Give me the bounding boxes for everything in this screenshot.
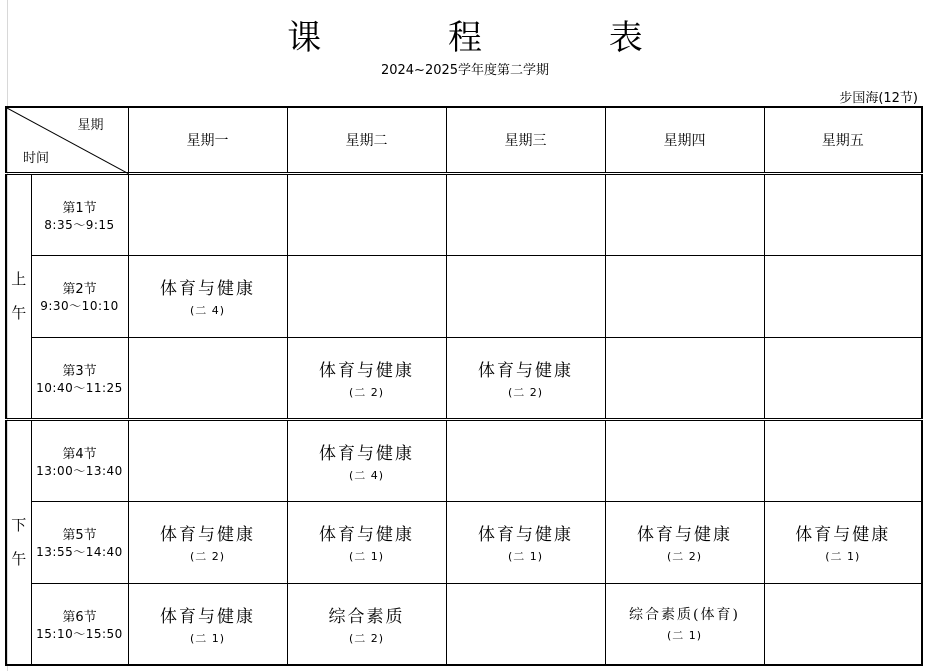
schedule-cell-wed — [446, 255, 605, 337]
period-name: 第2节 — [62, 282, 97, 297]
day-header-wed: 星期三 — [446, 107, 605, 173]
period-cell — [31, 173, 128, 255]
course-name: 体育与健康 — [319, 525, 414, 545]
schedule-cell-fri — [764, 255, 922, 337]
period-row — [6, 337, 922, 419]
period-row — [6, 501, 922, 583]
schedule-cell-tue — [287, 255, 446, 337]
corner-cell — [6, 107, 128, 173]
schedule-cell-wed — [446, 173, 605, 255]
course-class: (二 2) — [666, 550, 703, 563]
schedule-cell-thu — [605, 583, 764, 665]
day-header-mon: 星期一 — [128, 107, 287, 173]
schedule-cell-wed — [446, 583, 605, 665]
period-name: 第3节 — [62, 363, 97, 379]
course-name: 体育与健康 — [160, 606, 255, 627]
teacher-label: 步国海(12节) — [839, 91, 918, 106]
schedule-cell-wed — [446, 337, 605, 419]
period-time: 15:10～15:50 — [36, 626, 123, 641]
period-name: 第4节 — [62, 446, 97, 462]
course-name: 体育与健康 — [795, 525, 891, 545]
course-name: 综合素质 — [328, 606, 405, 627]
period-cell — [31, 583, 128, 665]
corner-week-label: 星期 — [77, 118, 104, 133]
course-class: (二 2) — [348, 385, 385, 399]
page-title: 课 程 表 — [287, 18, 701, 58]
period-cell — [31, 255, 128, 337]
schedule-cell-thu — [605, 419, 764, 501]
course-class: (二 1) — [348, 550, 385, 563]
course-name: 体育与健康 — [319, 443, 414, 464]
schedule-cell-tue — [287, 419, 446, 501]
day-header-tue: 星期二 — [287, 107, 446, 173]
course-name: 体育与健康 — [319, 360, 414, 381]
period-time: 13:55～14:40 — [36, 545, 123, 559]
schedule-cell-mon — [128, 583, 287, 665]
schedule-cell-fri — [764, 173, 922, 255]
course-name: 体育与健康 — [160, 525, 255, 545]
schedule-table — [5, 106, 923, 666]
course-class: (二 1) — [507, 550, 544, 563]
period-row — [6, 419, 922, 501]
schedule-cell-thu — [605, 255, 764, 337]
course-name: 综合素质(体育) — [629, 607, 740, 624]
schedule-cell-fri — [764, 501, 922, 583]
schedule-cell-mon — [128, 419, 287, 501]
schedule-cell-fri — [764, 337, 922, 419]
period-row — [6, 583, 922, 665]
period-name: 第5节 — [62, 528, 97, 543]
schedule-cell-mon — [128, 255, 287, 337]
schedule-cell-thu — [605, 337, 764, 419]
course-class: (二 2) — [348, 631, 385, 645]
course-class: (二 1) — [666, 629, 703, 643]
period-cell — [31, 501, 128, 583]
schedule-cell-fri — [764, 583, 922, 665]
course-class: (二 1) — [189, 631, 226, 645]
period-time: 13:00～13:40 — [36, 463, 123, 478]
corner-time-label: 时间 — [23, 150, 50, 166]
schedule-cell-mon — [128, 173, 287, 255]
schedule-cell-mon — [128, 337, 287, 419]
period-time: 9:30～10:10 — [40, 299, 119, 313]
course-class: (二 2) — [507, 385, 544, 399]
course-name: 体育与健康 — [478, 360, 573, 381]
schedule-cell-tue — [287, 337, 446, 419]
day-header-thu: 星期四 — [605, 107, 764, 173]
schedule-cell-thu — [605, 173, 764, 255]
morning-label: 上 午 — [6, 173, 31, 419]
day-header-fri: 星期五 — [764, 107, 922, 173]
period-name: 第1节 — [62, 200, 97, 216]
period-time: 10:40～11:25 — [36, 380, 123, 395]
afternoon-label: 下 午 — [6, 419, 31, 665]
period-time: 8:35～9:15 — [44, 217, 115, 232]
schedule-cell-tue — [287, 583, 446, 665]
period-row — [6, 255, 922, 337]
period-name: 第6节 — [62, 609, 97, 625]
schedule-cell-wed — [446, 501, 605, 583]
course-class: (二 4) — [348, 468, 385, 482]
schedule-cell-mon — [128, 501, 287, 583]
period-cell — [31, 419, 128, 501]
schedule-cell-wed — [446, 419, 605, 501]
course-name: 体育与健康 — [637, 525, 732, 545]
course-name: 体育与健康 — [160, 279, 255, 299]
schedule-cell-tue — [287, 173, 446, 255]
course-class: (二 2) — [189, 550, 226, 563]
schedule-cell-tue — [287, 501, 446, 583]
term-label: 2024~2025学年度第二学期 — [380, 63, 550, 78]
schedule-cell-fri — [764, 419, 922, 501]
schedule-cell-thu — [605, 501, 764, 583]
course-class: (二 4) — [189, 304, 226, 317]
period-row — [6, 173, 922, 255]
course-name: 体育与健康 — [478, 525, 573, 545]
header-row — [6, 107, 922, 173]
period-cell — [31, 337, 128, 419]
course-class: (二 1) — [825, 550, 861, 563]
